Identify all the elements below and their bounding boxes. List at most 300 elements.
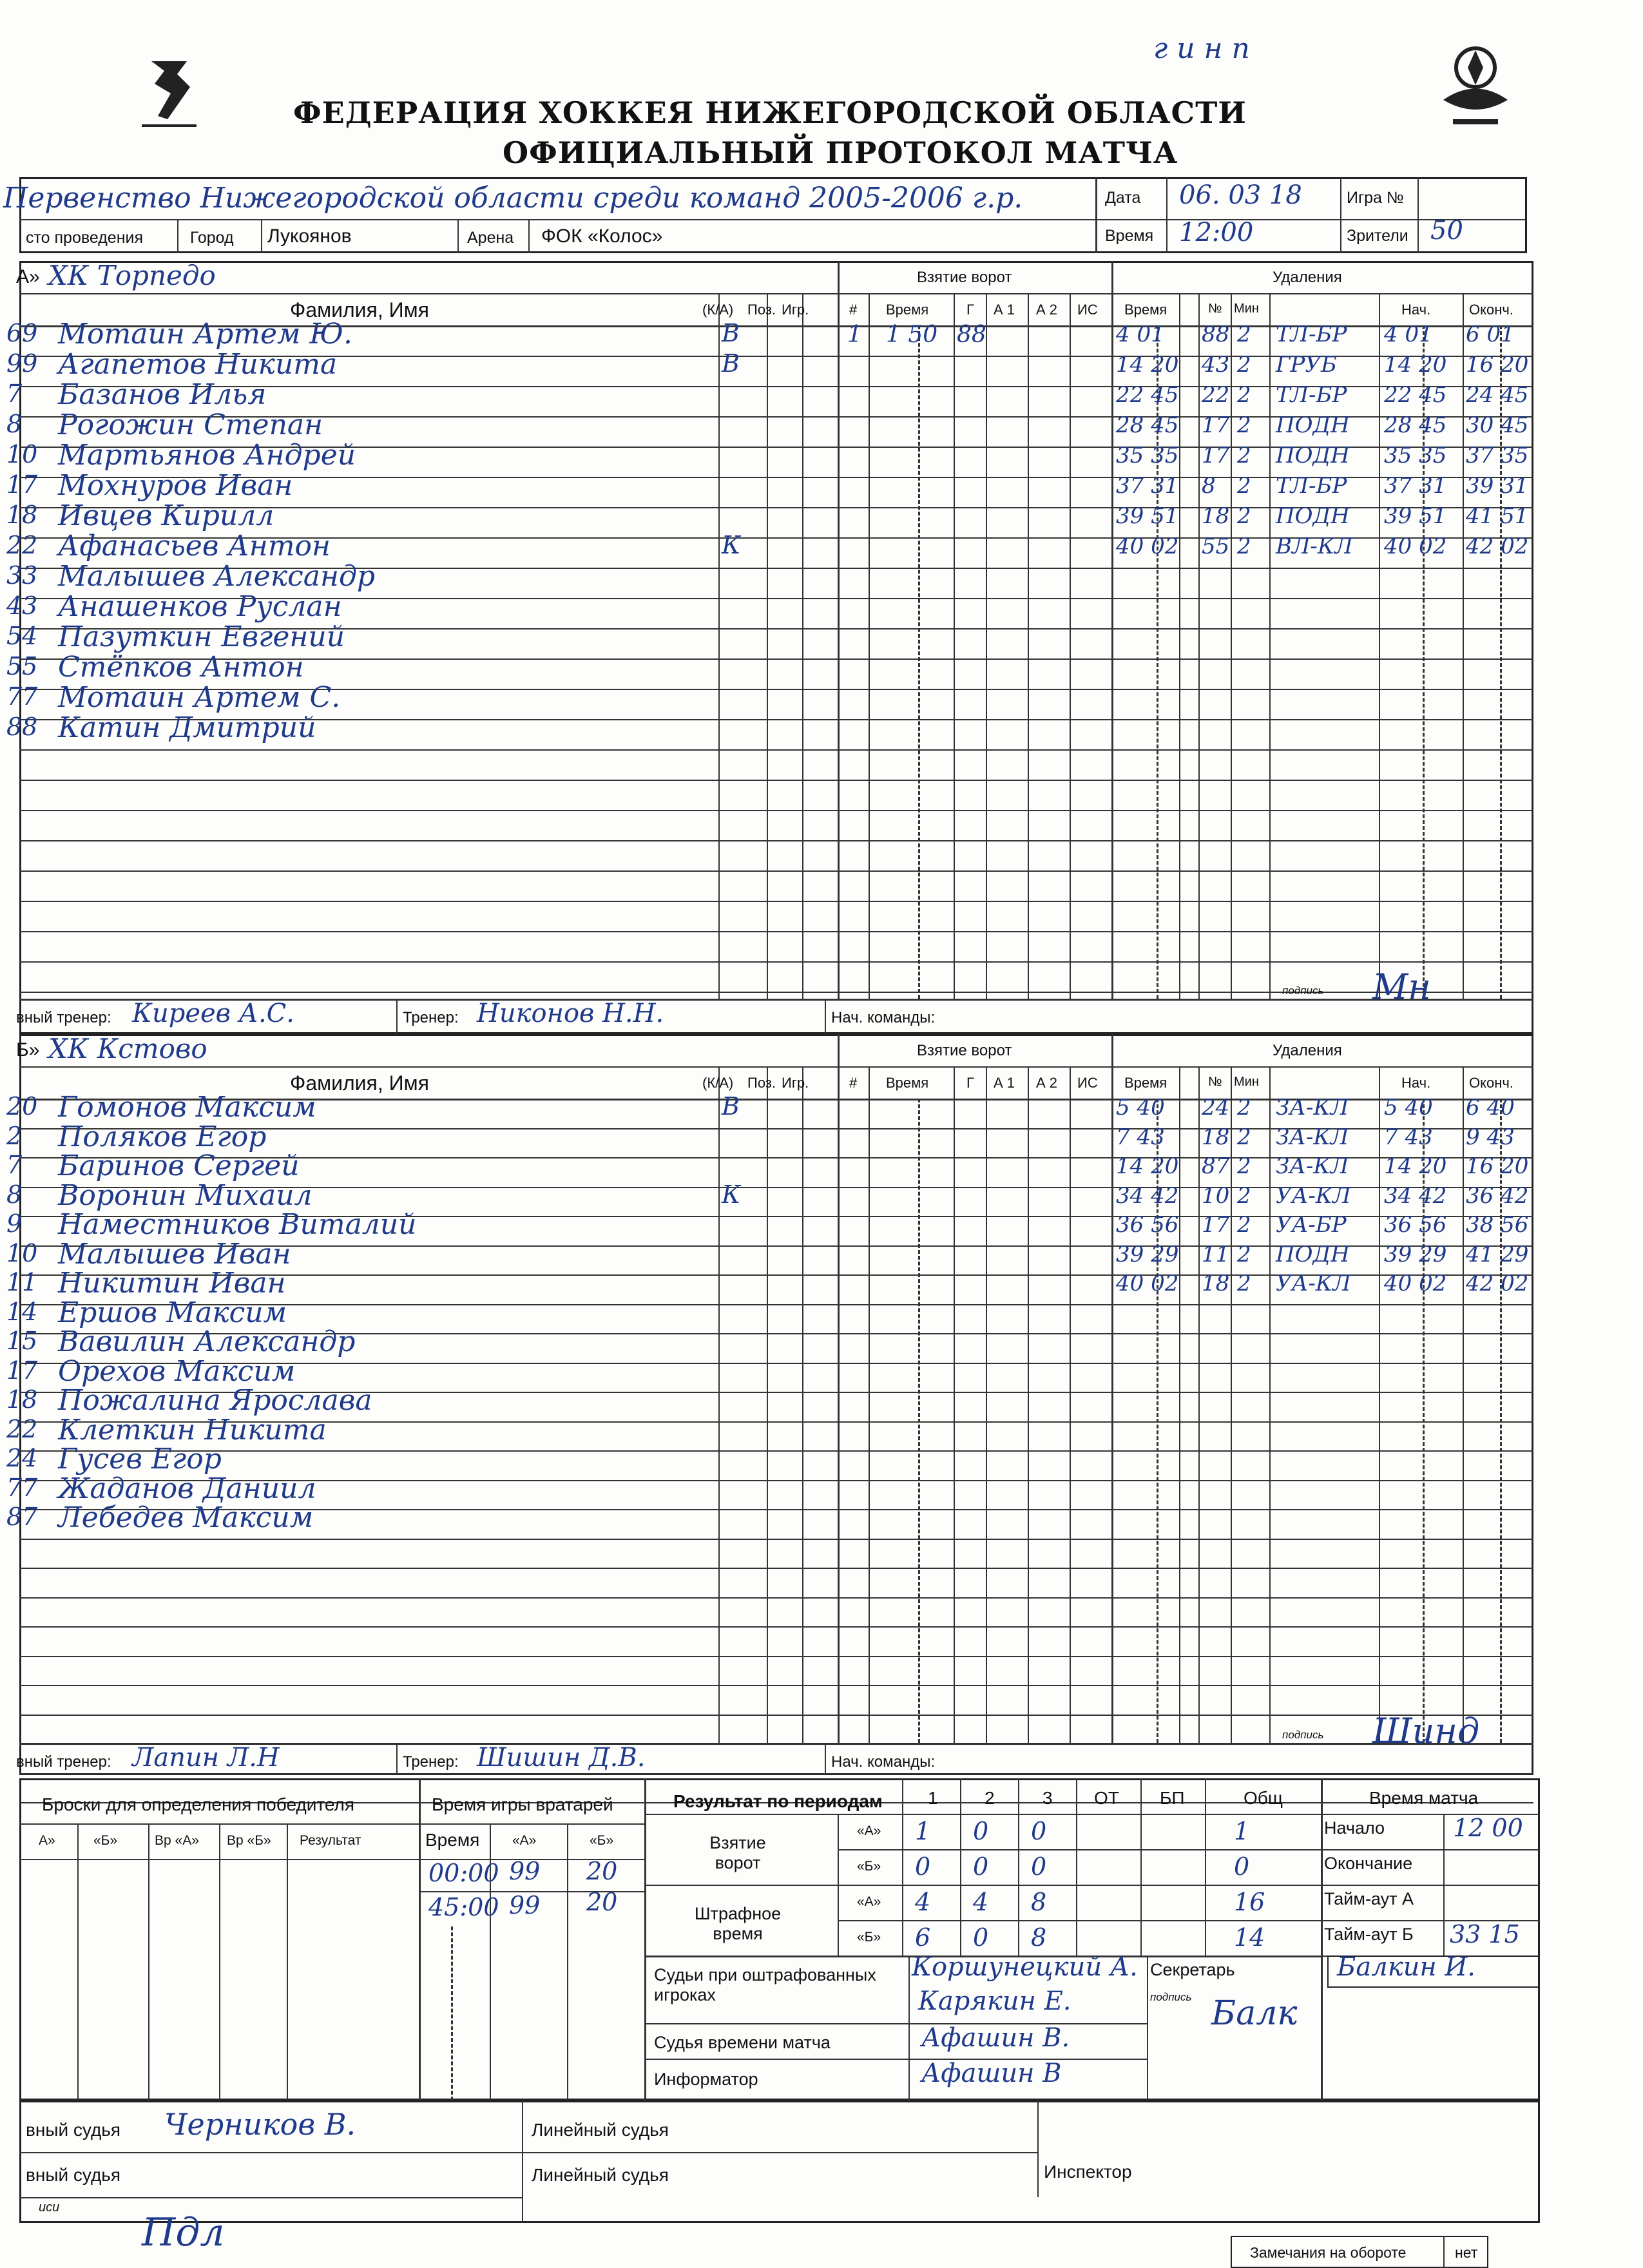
player-number: 99 [6,349,38,378]
player-name: Никитин Иван [58,1267,286,1300]
player-number: 22 [6,1414,38,1443]
arena-value: ФОК «Колос» [541,226,663,247]
col-ka: (К/А) [702,302,734,318]
penalty-end: 41 29 [1466,1241,1529,1267]
shootout-col-a: А» [39,1833,55,1848]
period-col-1: 1 [928,1788,938,1808]
player-number: 77 [6,1473,38,1502]
penalty-num: 55 [1202,533,1230,559]
penalty-viol: ПОДН [1276,1241,1350,1267]
penalty-num: 87 [1202,1153,1230,1179]
team-signature: Шинд [1372,1711,1480,1751]
remarks-value: нет [1455,2244,1478,2261]
team_b-name: ХК Кстово [48,1033,207,1064]
col-g: Г [966,302,974,318]
col-start: Нач. [1401,302,1431,318]
timekeeper-label: Судья времени матча [654,2033,831,2052]
player-name: Мартьянов Андрей [58,439,356,472]
penalty-viol: ЗА-КЛ [1276,1095,1349,1120]
head-coach-label: вный тренер: [16,1753,111,1771]
penalty-min: 2 [1237,473,1251,499]
inspector-label: Инспектор [1044,2162,1132,2182]
coach-name: Шишин Д.В. [477,1743,646,1773]
col-name: Фамилия, Имя [290,1072,429,1095]
player-name: Лебедев Максим [58,1501,314,1534]
player-name: Агапетов Никита [58,348,338,381]
period-value: 6 [915,1923,931,1952]
penalty-num: 18 [1202,1271,1230,1296]
penalty-viol: ПОДН [1276,503,1350,529]
period-value: 0 [1031,1817,1047,1845]
penalty-viol: ЗА-КЛ [1276,1124,1349,1150]
player-number: 8 [6,410,23,438]
period-value: 0 [973,1817,989,1845]
col-g: Г [966,1075,974,1091]
penalty-time: 28 45 [1116,412,1179,438]
period-col-2: 2 [985,1788,995,1808]
col-time: Время [886,302,929,318]
secretary-signature: Балк [1211,1994,1298,2033]
penalty-num: 88 [1202,322,1230,347]
penalty-time: 40 02 [1116,1271,1179,1296]
player-name: Афанасьев Антон [58,530,331,562]
goalie-time-title: Время игры вратарей [432,1794,613,1814]
period-value: 1 [915,1817,931,1845]
goalie-row1-a: 99 [509,1857,541,1885]
col-end: Оконч. [1469,302,1513,318]
match-end-label: Окончание [1324,1854,1413,1873]
player-name: Катин Дмитрий [58,711,316,744]
goal-scorer: 88 [957,322,986,348]
signs-scribble: Пдл [142,2210,225,2255]
top-scribble: г и н п [1153,32,1250,65]
penalty-end: 9 43 [1466,1124,1515,1150]
player-number: 88 [6,713,38,741]
player-number: 15 [6,1327,38,1355]
player-name: Поляков Егор [58,1120,267,1153]
date-label: Дата [1105,189,1141,207]
period-value: 4 [915,1888,931,1916]
player-number: 2 [6,1121,23,1150]
col-pmin: Мин [1234,302,1259,316]
player-number: 10 [6,1238,38,1267]
player-number: 17 [6,470,38,499]
player-number: 87 [6,1503,38,1531]
penalty-start: 40 02 [1384,533,1447,559]
federation-logo [139,55,200,132]
player-name: Базанов Илья [58,378,267,411]
penalty-viol: ТЛ-БР [1276,322,1347,347]
penalty-time: 14 20 [1116,1153,1179,1179]
penalty-num: 18 [1202,1124,1230,1150]
col-igr: Игр. [782,302,809,318]
emblem-logo [1437,39,1514,129]
penalty-min: 2 [1237,412,1251,438]
penalty-end: 41 51 [1466,503,1529,529]
goal-number: 1 [847,322,862,348]
goalie-row2-b: 20 [586,1888,618,1916]
player-role: В [722,349,740,378]
penalty-viol: ГРУБ [1276,352,1337,378]
team-manager-label: Нач. команды: [831,1009,936,1026]
city-value: Лукоянов [267,226,352,247]
player-number: 55 [6,652,38,680]
col-pnum: № [1208,1075,1222,1089]
player-name: Воронин Михаил [58,1178,312,1212]
col-is: ИС [1077,1075,1098,1091]
player-number: 54 [6,622,38,650]
player-number: 18 [6,1385,38,1414]
period-value: 4 [973,1888,989,1916]
col-name: Фамилия, Имя [290,298,429,322]
periods-title: Результат по периодам [673,1791,883,1811]
penalty-viol: ВЛ-КЛ [1276,533,1353,559]
player-number: 18 [6,501,38,529]
penalty-end: 36 42 [1466,1182,1529,1209]
head-coach-name: Лапин Л.Н [132,1743,280,1773]
penalty-min: 2 [1237,382,1251,408]
pim-label: Штрафное время [694,1904,782,1943]
head-coach-name: Киреев А.С. [132,999,294,1028]
player-number: 7 [6,380,23,408]
secretary-sign-label: подпись [1150,1991,1192,2003]
col-end: Оконч. [1469,1075,1513,1091]
sign-label: подпись [1282,1729,1324,1741]
pim-team-a-label: «А» [857,1894,881,1909]
player-number: 17 [6,1356,38,1385]
penalty-end: 42 02 [1466,533,1529,559]
secretary-label: Секретарь [1150,1960,1235,1979]
penalty-end: 37 35 [1466,443,1529,468]
penalty-num: 10 [1202,1182,1230,1209]
penalty-num: 43 [1202,352,1230,378]
player-number: 9 [6,1209,23,1238]
game-number-label: Игра № [1347,189,1404,207]
penalty-end: 16 20 [1466,352,1529,378]
col-ptime: Время [1124,302,1167,318]
player-name: Стёпков Антон [58,651,304,684]
shootout-col-b: «Б» [93,1833,118,1848]
goals-header: Взятие ворот [917,269,1012,286]
player-name: Гусев Егор [58,1443,222,1475]
federation-title: ФЕДЕРАЦИЯ ХОККЕЯ НИЖЕГОРОДСКОЙ ОБЛАСТИ [293,95,1247,130]
penalty-start: 28 45 [1384,412,1447,438]
penalty-start: 7 43 [1384,1124,1433,1150]
informer-name: Афашин В [921,2059,1062,2088]
time-value: 12:00 [1179,218,1254,247]
penalty-box-judge-2: Карякин Е. [918,1986,1071,2016]
penalty-start: 22 45 [1384,382,1447,408]
penalty-num: 24 [1202,1095,1230,1120]
player-number: 22 [6,531,38,559]
date-value: 06. 03 18 [1179,180,1302,210]
player-number: 8 [6,1180,23,1209]
team_b-prefix: Б» [16,1039,40,1061]
col-igr: Игр. [782,1075,809,1091]
sign-label: подпись [1282,985,1324,997]
player-number: 33 [6,561,38,590]
player-name: Вавилин Александр [58,1325,356,1358]
col-ka: (К/А) [702,1075,734,1091]
signs-label: иси [39,2200,60,2215]
penalty-box-label: Судьи при оштрафованных игроках [654,1965,876,2004]
player-number: 7 [6,1151,23,1179]
goalie-row2-time: 45:00 [428,1893,499,1921]
col-time: Время [886,1075,929,1091]
penalty-num: 17 [1202,443,1230,468]
player-role: К [722,1180,741,1209]
col-a2: А 2 [1036,1075,1058,1091]
goalie-row2-a: 99 [509,1891,541,1919]
penalty-viol: УА-БР [1276,1212,1347,1238]
penalty-start: 4 01 [1384,322,1433,347]
penalty-time: 34 42 [1116,1182,1179,1209]
player-number: 20 [6,1092,38,1120]
goalie-col-a: «А» [512,1833,537,1848]
period-col-ot: ОТ [1094,1788,1119,1808]
penalty-viol: УА-КЛ [1276,1182,1351,1209]
timekeeper-name: Афашин В. [921,2023,1070,2053]
col-num: # [849,1075,858,1091]
penalty-min: 2 [1237,1212,1251,1238]
match-start-label: Начало [1324,1818,1385,1838]
goalie-row1-time: 00:00 [428,1859,499,1887]
period-value: 8 [1031,1888,1047,1916]
team_a-prefix: А» [16,266,40,287]
penalty-time: 4 01 [1116,322,1165,347]
penalty-time: 5 40 [1116,1095,1165,1120]
penalty-min: 2 [1237,322,1251,347]
penalty-num: 17 [1202,1212,1230,1238]
col-num: # [849,302,858,318]
penalty-start: 40 02 [1384,1271,1447,1296]
goal-time: 1 50 [886,322,938,348]
penalty-start: 5 40 [1384,1095,1433,1120]
time-label: Время [1105,227,1154,245]
referee-label: вный судья [26,2120,121,2140]
match-start-value: 12 00 [1453,1814,1523,1842]
shootout-col-result: Результат [300,1833,361,1848]
goals-team-b-label: «Б» [857,1859,881,1874]
penalty-num: 18 [1202,503,1230,529]
penalty-end: 24 45 [1466,382,1529,408]
player-name: Жаданов Даниил [58,1472,316,1505]
col-pos: Поз. [747,1075,776,1091]
player-name: Мохнуров Иван [58,469,293,502]
player-name: Мотаин Артем Ю. [58,318,353,351]
shootout-col-vrb: Вр «Б» [227,1833,271,1848]
period-col-total: Общ [1244,1788,1283,1808]
linesman-2-label: Линейный судья [532,2165,669,2185]
col-a1: А 1 [994,302,1015,318]
linesman-1-label: Линейный судья [532,2120,669,2140]
coach-name: Никонов Н.Н. [477,999,664,1028]
protocol-title: ОФИЦИАЛЬНЫЙ ПРОТОКОЛ МАТЧА [503,135,1178,170]
col-pos: Поз. [747,302,776,318]
penalty-min: 2 [1237,1095,1251,1120]
player-name: Пазуткин Евгений [58,620,345,653]
penalties-header: Удаления [1273,269,1342,286]
penalty-time: 22 45 [1116,382,1179,408]
penalty-end: 38 56 [1466,1212,1529,1238]
penalty-end: 6 01 [1466,322,1515,347]
penalties-header: Удаления [1273,1042,1342,1059]
player-name: Ивцев Кирилл [58,499,274,532]
penalty-min: 2 [1237,503,1251,529]
team-manager-label: Нач. команды: [831,1753,936,1771]
player-name: Анашенков Руслан [58,590,342,623]
penalty-time: 37 31 [1116,473,1179,499]
col-pmin: Мин [1234,1075,1259,1089]
remarks-label: Замечания на обороте [1250,2244,1407,2261]
penalty-num: 8 [1202,473,1216,499]
penalty-end: 6 40 [1466,1095,1515,1120]
timeout-b-label: Тайм-аут Б [1324,1925,1414,1944]
shootout-title: Броски для определения победителя [42,1794,355,1814]
coach-label: Тренер: [403,1753,459,1771]
team_a-name: ХК Торпедо [48,260,216,291]
period-value: 0 [973,1852,989,1881]
period-value: 8 [1031,1923,1047,1952]
player-number: 43 [6,591,38,620]
penalty-start: 37 31 [1384,473,1447,499]
goalie-col-b: «Б» [590,1833,614,1848]
penalty-start: 39 29 [1384,1241,1447,1267]
period-value: 0 [1234,1852,1250,1881]
penalty-viol: ПОДН [1276,412,1350,438]
player-name: Баринов Сергей [58,1149,300,1182]
spectators-label: Зрители [1347,227,1408,245]
penalty-end: 16 20 [1466,1153,1529,1179]
head-coach-label: вный тренер: [16,1009,111,1026]
penalty-start: 34 42 [1384,1182,1447,1209]
player-role: В [722,1092,740,1120]
player-number: 14 [6,1297,38,1326]
col-a1: А 1 [994,1075,1015,1091]
coach-label: Тренер: [403,1009,459,1026]
period-value: 1 [1234,1817,1250,1845]
penalty-min: 2 [1237,443,1251,468]
penalty-min: 2 [1237,1271,1251,1296]
penalty-viol: УА-КЛ [1276,1271,1351,1296]
col-start: Нач. [1401,1075,1431,1091]
penalty-viol: ПОДН [1276,443,1350,468]
player-name: Гомонов Максим [58,1091,316,1124]
penalty-start: 14 20 [1384,352,1447,378]
penalty-num: 11 [1202,1241,1230,1267]
player-number: 77 [6,682,38,711]
goalie-row1-b: 20 [586,1857,618,1885]
penalty-min: 2 [1237,1182,1251,1209]
informer-label: Информатор [654,2070,758,2089]
penalty-start: 14 20 [1384,1153,1447,1179]
player-name: Малышев Иван [58,1237,291,1271]
penalty-viol: ТЛ-БР [1276,473,1347,499]
penalty-start: 39 51 [1384,503,1447,529]
city-label: Город [190,229,234,247]
goals-header: Взятие ворот [917,1042,1012,1059]
player-name: Наместников Виталий [58,1208,417,1241]
col-pnum: № [1208,302,1222,316]
shootout-col-vra: Вр «А» [155,1833,199,1848]
penalty-min: 2 [1237,1153,1251,1179]
goalie-col-time: Время [425,1830,480,1850]
match-time-title: Время матча [1369,1788,1479,1808]
secretary-name: Балкин И. [1337,1952,1476,1982]
player-name: Мотаин Артем С. [58,681,341,714]
timeout-a-label: Тайм-аут А [1324,1889,1414,1908]
penalty-start: 35 35 [1384,443,1447,468]
player-number: 69 [6,319,38,347]
penalty-viol: ЗА-КЛ [1276,1153,1349,1179]
player-role: К [722,531,741,559]
period-col-3: 3 [1042,1788,1053,1808]
team-a-grid [6,260,1533,1034]
period-col-bp: БП [1160,1788,1185,1808]
referee2-label: вный судья [26,2165,121,2185]
place-label: сто проведения [26,229,144,247]
penalty-box-judge-1: Коршунецкий А. [912,1952,1138,1982]
penalty-time: 35 35 [1116,443,1179,468]
col-is: ИС [1077,302,1098,318]
timeout-b-value: 33 15 [1450,1920,1520,1948]
player-role: В [722,319,740,347]
col-ptime: Время [1124,1075,1167,1091]
penalty-end: 39 31 [1466,473,1529,499]
player-number: 24 [6,1444,38,1472]
penalty-time: 7 43 [1116,1124,1165,1150]
pim-team-b-label: «Б» [857,1930,881,1945]
period-value: 0 [1031,1852,1047,1881]
team-b-grid [6,1033,1533,1775]
penalty-end: 30 45 [1466,412,1529,438]
player-name: Ершов Максим [58,1296,287,1329]
penalty-time: 39 29 [1116,1241,1179,1267]
arena-label: Арена [467,229,514,247]
penalty-time: 40 02 [1116,533,1179,559]
goals-label: Взятие ворот [709,1833,766,1872]
player-name: Орехов Максим [58,1354,296,1388]
penalty-time: 39 51 [1116,503,1179,529]
col-a2: А 2 [1036,302,1058,318]
spectators-value: 50 [1430,216,1463,245]
penalty-min: 2 [1237,352,1251,378]
player-name: Рогожин Степан [58,408,323,441]
player-name: Малышев Александр [58,560,376,593]
penalty-end: 42 02 [1466,1271,1529,1296]
period-value: 14 [1234,1923,1265,1952]
period-value: 0 [973,1923,989,1952]
penalty-num: 17 [1202,412,1230,438]
penalty-min: 2 [1237,1241,1251,1267]
team-signature: Мн [1372,966,1431,1007]
referee-name: Черников В. [164,2107,356,2142]
penalty-start: 36 56 [1384,1212,1447,1238]
penalty-time: 36 56 [1116,1212,1179,1238]
period-value: 16 [1234,1888,1265,1916]
player-name: Клеткин Никита [58,1413,327,1446]
goals-team-a-label: «А» [857,1823,881,1838]
player-number: 10 [6,440,38,468]
player-name: Пожалина Ярослава [58,1384,372,1417]
penalty-min: 2 [1237,533,1251,559]
penalty-viol: ТЛ-БР [1276,382,1347,408]
penalty-num: 22 [1202,382,1230,408]
penalty-time: 14 20 [1116,352,1179,378]
period-value: 0 [915,1852,931,1881]
championship-name: Первенство Нижегородской области среди команд 2005-2006 г.р. [3,182,1023,215]
penalty-min: 2 [1237,1124,1251,1150]
